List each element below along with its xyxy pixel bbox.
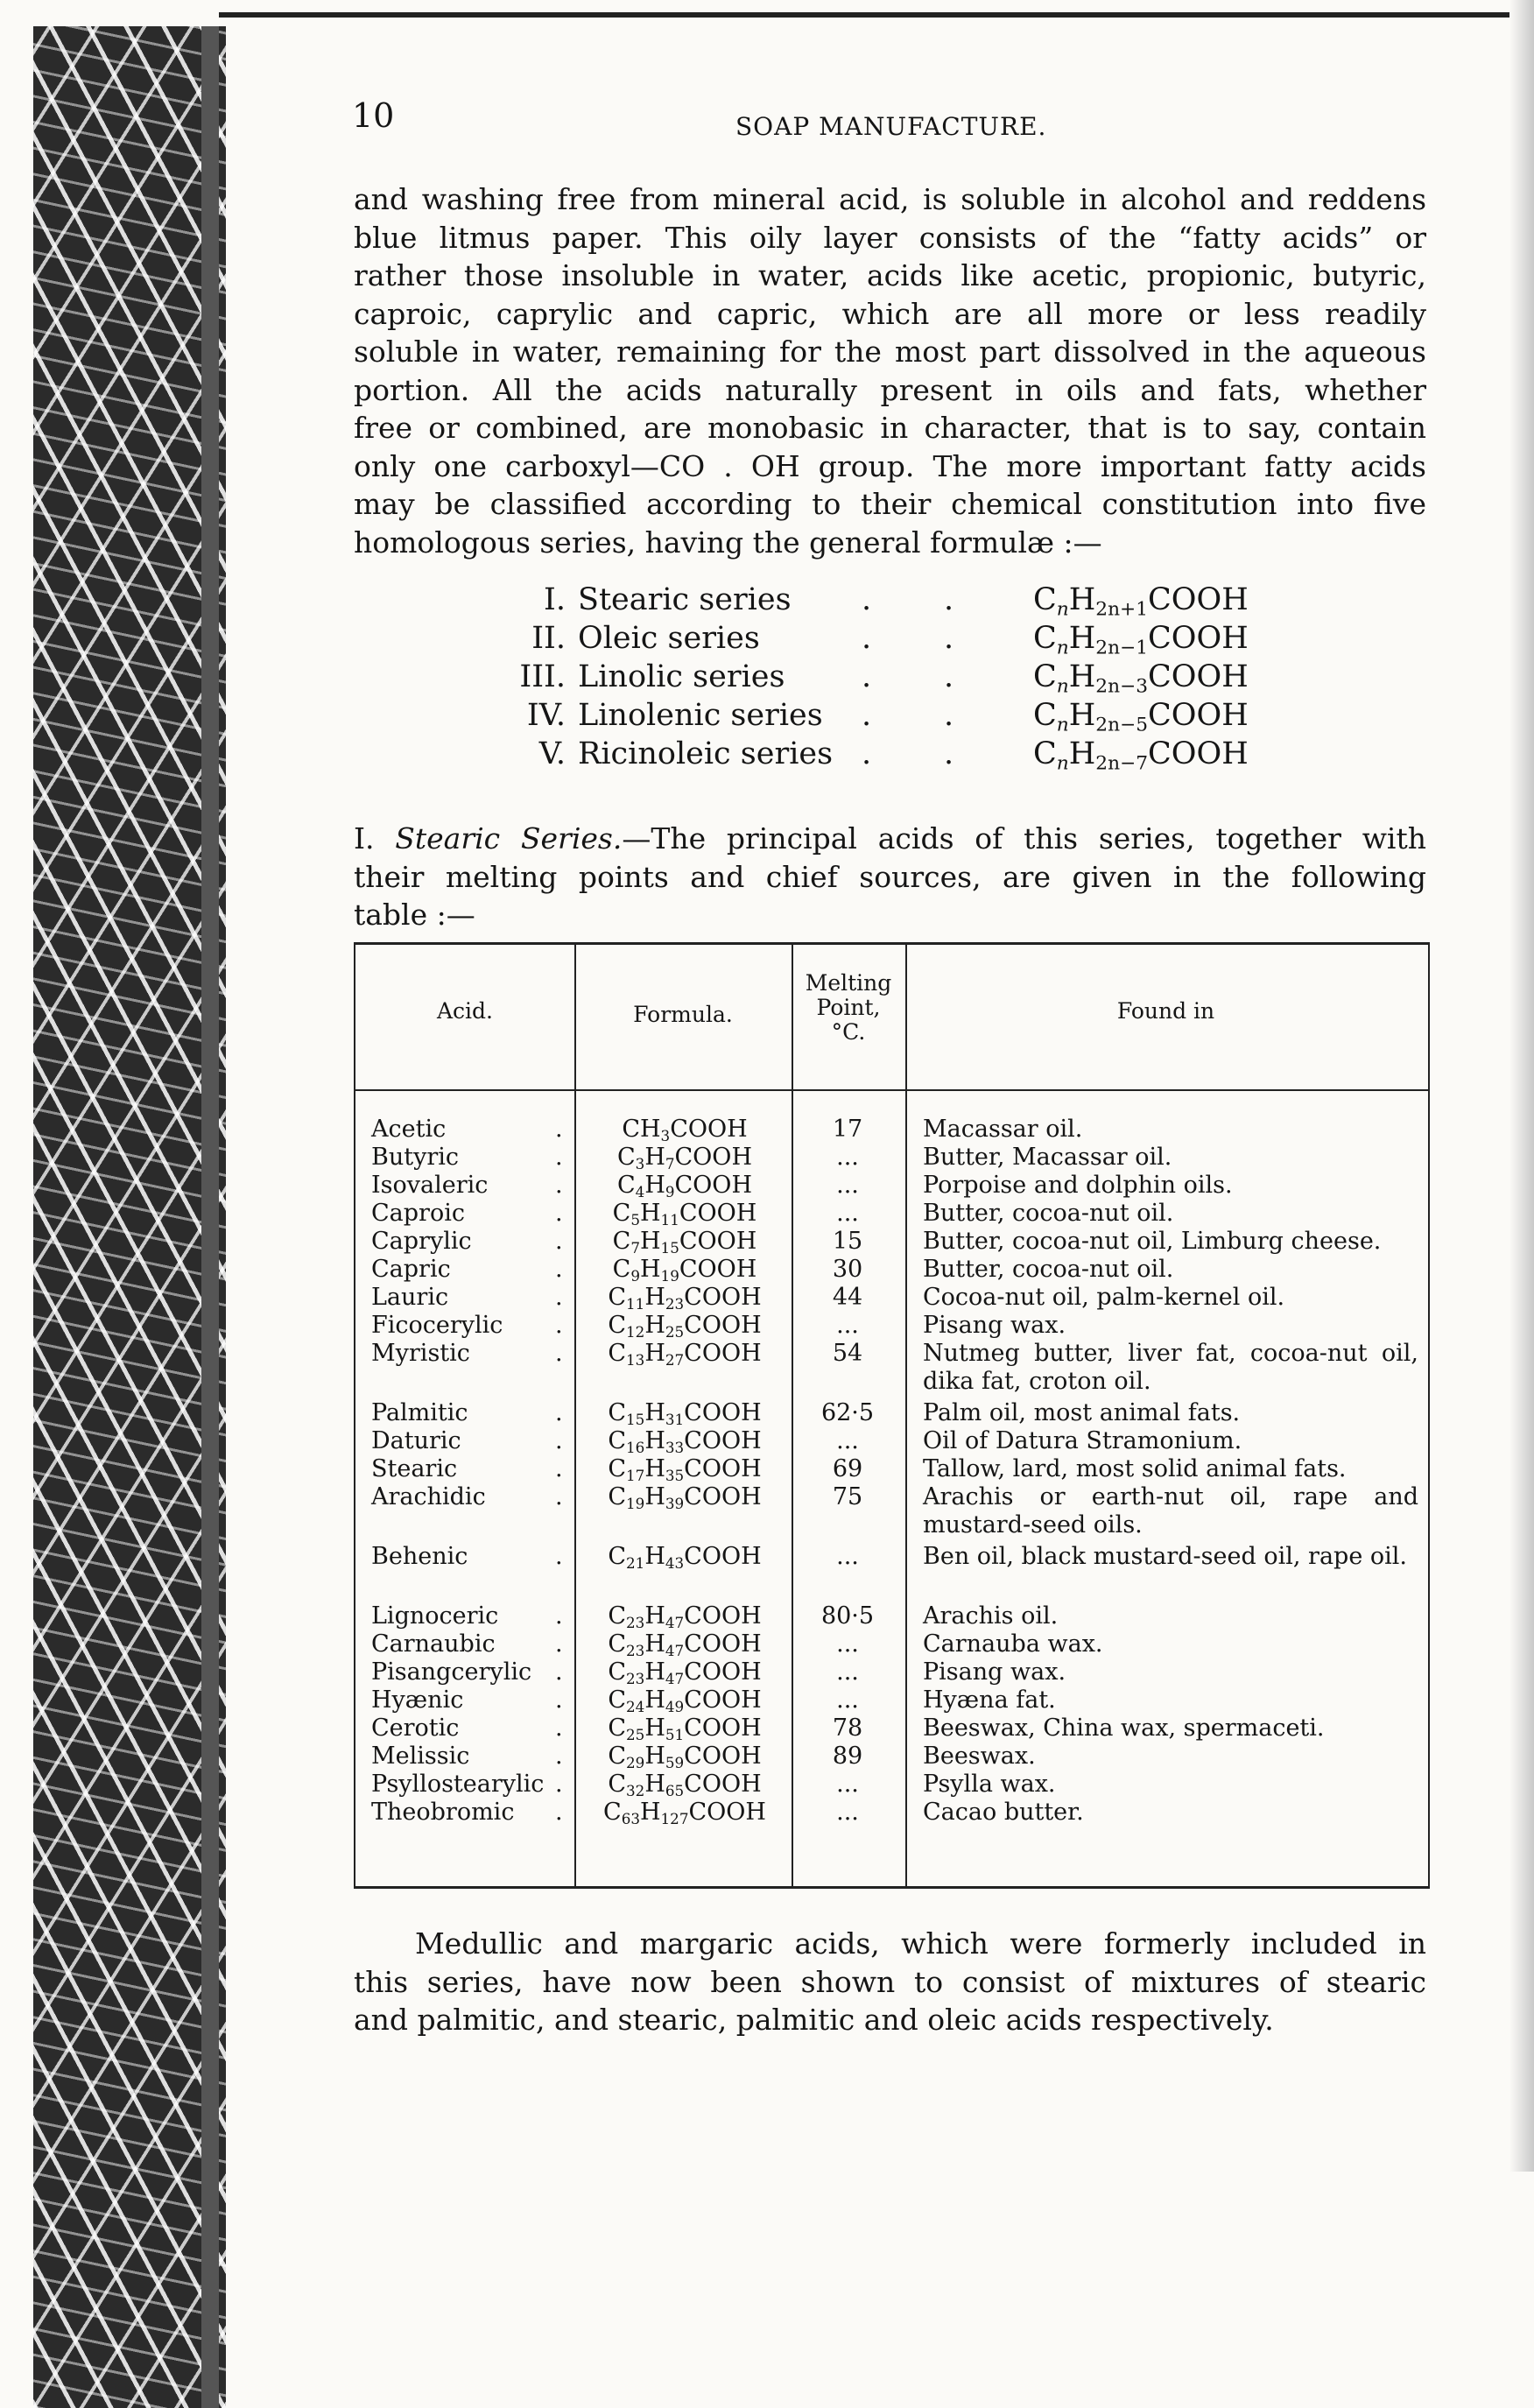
formula: $C_{23}H_{47}COOH$ xyxy=(608,1658,762,1688)
found-in: Nutmeg butter, liver fat, cocoa-nut oil, dika fat, croton oil. xyxy=(923,1340,1418,1395)
formula: $C_{11}H_{23}COOH$ xyxy=(608,1284,762,1313)
leader-dot: . xyxy=(555,1340,563,1367)
melting-point: 54 xyxy=(832,1340,863,1367)
formula-subscript: 2n−3 xyxy=(1095,675,1149,698)
found-in: Butter, Macassar oil. xyxy=(923,1144,1172,1171)
header-rule xyxy=(355,1089,1428,1091)
text-line: blue litmus paper. This oily layer consists of the “fatty acids” or xyxy=(354,220,1426,255)
formula-subscript: 2n−5 xyxy=(1095,714,1149,736)
series-formula: $C_nH_{2n+1}COOH$ xyxy=(1033,582,1249,621)
melting-point: 78 xyxy=(832,1714,863,1742)
melting-point: 75 xyxy=(832,1483,863,1510)
table-row xyxy=(355,1427,1428,1455)
melting-point: ... xyxy=(836,1312,859,1339)
acid-name: Psyllostearylic xyxy=(371,1771,545,1798)
melting-point: ... xyxy=(836,1427,859,1454)
formula: $C_7H_{15}COOH$ xyxy=(612,1228,757,1257)
leader-dot: . xyxy=(862,698,872,733)
series-row xyxy=(490,659,1278,698)
acid-name: Lauric xyxy=(371,1284,449,1311)
formula: $C_4H_9COOH$ xyxy=(616,1172,752,1201)
series-number: II. xyxy=(531,621,566,656)
found-in: Arachis or earth-nut oil, rape and mustard-seed oils. xyxy=(923,1483,1418,1538)
series-name: Oleic series xyxy=(578,621,760,656)
acid-name: Hyænic xyxy=(371,1686,464,1714)
table-row xyxy=(355,1771,1428,1799)
found-in: Macassar oil. xyxy=(923,1116,1083,1143)
acid-name: Arachidic xyxy=(371,1483,486,1510)
melting-point: 17 xyxy=(832,1116,863,1143)
found-in: Arachis oil. xyxy=(923,1602,1059,1630)
leader-dot: . xyxy=(555,1228,563,1255)
leader-dot: . xyxy=(555,1116,563,1143)
series-name: Linolenic series xyxy=(578,698,823,733)
found-in: Hyæna fat. xyxy=(923,1686,1056,1714)
leader-dot: . xyxy=(555,1483,563,1510)
leader-dot: . xyxy=(862,621,872,656)
acid-name: Myristic xyxy=(371,1340,470,1367)
series-row xyxy=(490,621,1278,659)
stearic-acids-table xyxy=(354,942,1430,1889)
text-line: rather those insoluble in water, acids like acetic, propionic, butyric, xyxy=(354,258,1426,292)
series-name: Stearic series xyxy=(578,582,792,617)
series-formula: $C_nH_{2n-1}COOH$ xyxy=(1033,621,1249,659)
leader-dot: . xyxy=(944,582,954,617)
table-row xyxy=(355,1483,1428,1538)
header-melting-point xyxy=(792,971,905,1045)
leader-dot: . xyxy=(555,1714,563,1742)
leader-dot: . xyxy=(555,1686,563,1714)
melting-point: 89 xyxy=(832,1743,863,1770)
found-in: Ben oil, black mustard-seed oil, rape oil. xyxy=(923,1543,1407,1570)
table-row xyxy=(355,1200,1428,1228)
leader-dot: . xyxy=(555,1399,563,1426)
formula: $C_{13}H_{27}COOH$ xyxy=(608,1340,762,1369)
text-line: and palmitic, and stearic, palmitic and oleic acids respectively. xyxy=(354,2003,1274,2037)
header-acid: Acid. xyxy=(436,998,493,1024)
leader-dot: . xyxy=(944,736,954,771)
melting-point: ... xyxy=(836,1771,859,1798)
formula: $C_{19}H_{39}COOH$ xyxy=(608,1483,762,1513)
paragraph-medullic xyxy=(354,1925,1426,2039)
text-line: soluble in water, remaining for the most part dissolved in the aqueous xyxy=(354,334,1426,369)
leader-dot: . xyxy=(555,1144,563,1171)
table-row xyxy=(355,1630,1428,1658)
acid-name: Carnaubic xyxy=(371,1630,496,1658)
table-row xyxy=(355,1399,1428,1427)
table-row xyxy=(355,1340,1428,1395)
text-line xyxy=(354,820,1426,858)
acid-name: Stearic xyxy=(371,1455,458,1482)
table-row xyxy=(355,1743,1428,1771)
binding-edge xyxy=(201,26,219,2408)
found-in: Butter, cocoa-nut oil. xyxy=(923,1256,1174,1283)
found-in: Butter, cocoa-nut oil, Limburg cheese. xyxy=(923,1228,1382,1255)
melting-point: 44 xyxy=(832,1284,863,1311)
leader-dot: . xyxy=(944,698,954,733)
leader-dot: . xyxy=(944,621,954,656)
melting-point: ... xyxy=(836,1799,859,1826)
leader-dot: . xyxy=(862,736,872,771)
acid-name: Caprylic xyxy=(371,1228,472,1255)
table-row xyxy=(355,1172,1428,1200)
melting-point: ... xyxy=(836,1144,859,1171)
formula: $C_{21}H_{43}COOH$ xyxy=(608,1543,762,1573)
text-line: caproic, caprylic and capric, which are all more or less readily xyxy=(354,296,1426,331)
table-row xyxy=(355,1228,1428,1256)
leader-dot: . xyxy=(555,1630,563,1658)
header-line: °C. xyxy=(831,1019,866,1045)
found-in: Oil of Datura Stramonium. xyxy=(923,1427,1242,1454)
series-row xyxy=(490,582,1278,621)
table-row xyxy=(355,1658,1428,1686)
leader-dot: . xyxy=(555,1658,563,1686)
formula-subscript: 2n−1 xyxy=(1095,637,1149,659)
table-row xyxy=(355,1799,1428,1827)
formula: $C_{63}H_{127}COOH$ xyxy=(603,1799,766,1828)
leader-dot: . xyxy=(555,1427,563,1454)
series-number: IV. xyxy=(526,698,566,733)
table-row xyxy=(355,1686,1428,1714)
acid-name: Lignoceric xyxy=(371,1602,499,1630)
found-in: Palm oil, most animal fats. xyxy=(923,1399,1241,1426)
acid-name: Palmitic xyxy=(371,1399,468,1426)
leader-dot: . xyxy=(555,1799,563,1826)
leader-dot: . xyxy=(555,1771,563,1798)
melting-point: 15 xyxy=(832,1228,863,1255)
melting-point: 69 xyxy=(832,1455,863,1482)
text-segment: —The principal acids of this series, together with xyxy=(622,821,1427,855)
melting-point: ... xyxy=(836,1200,859,1227)
series-number: I. xyxy=(544,582,566,617)
leader-dot: . xyxy=(555,1543,563,1570)
paragraph-intro xyxy=(354,180,1426,561)
formula: $C_5H_{11}COOH$ xyxy=(612,1200,757,1229)
text-line: only one carboxyl—CO . OH group. The more important fatty acids xyxy=(354,448,1426,483)
formula: $C_{25}H_{51}COOH$ xyxy=(608,1714,762,1744)
formula: $C_{32}H_{65}COOH$ xyxy=(608,1771,762,1800)
table-row xyxy=(355,1602,1428,1630)
formula: $C_{15}H_{31}COOH$ xyxy=(608,1399,762,1429)
leader-dot: . xyxy=(555,1256,563,1283)
acid-name: Capric xyxy=(371,1256,451,1283)
table-row xyxy=(355,1455,1428,1483)
header-formula: Formula. xyxy=(633,1002,733,1027)
melting-point: 80·5 xyxy=(820,1602,875,1630)
found-in: Cocoa-nut oil, palm-kernel oil. xyxy=(923,1284,1285,1311)
series-row xyxy=(490,698,1278,736)
leader-dot: . xyxy=(555,1602,563,1630)
leader-dot: . xyxy=(555,1455,563,1482)
text-line: table :— xyxy=(354,898,475,932)
leader-dot: . xyxy=(944,659,954,694)
page-right-shadow xyxy=(1509,0,1534,2172)
formula-subscript: 2n+1 xyxy=(1095,598,1149,621)
series-number: III. xyxy=(519,659,566,694)
leader-dot: . xyxy=(862,582,872,617)
acid-name: Daturic xyxy=(371,1427,461,1454)
text-line: free or combined, are monobasic in character, that is to say, contain xyxy=(354,411,1426,445)
book-binding-pattern xyxy=(33,26,226,2408)
text-line: portion. All the acids naturally present in oils and fats, whether xyxy=(354,372,1426,407)
text-line: homologous series, having the general formulæ :— xyxy=(354,525,1102,560)
leader-dot: . xyxy=(555,1743,563,1770)
text-line: and washing free from mineral acid, is soluble in alcohol and reddens xyxy=(354,182,1426,216)
formula-subscript: 2n−7 xyxy=(1095,752,1149,775)
found-in: Tallow, lard, most solid animal fats. xyxy=(923,1455,1347,1482)
acid-name: Isovaleric xyxy=(371,1172,489,1199)
leader-dot: . xyxy=(862,659,872,694)
acid-name: Pisangcerylic xyxy=(371,1658,532,1686)
table-row xyxy=(355,1256,1428,1284)
page-number: 10 xyxy=(352,96,395,135)
leader-dot: . xyxy=(555,1200,563,1227)
paragraph-stearic-intro xyxy=(354,820,1426,934)
text-line: may be classified according to their chemical constitution into five xyxy=(354,487,1426,521)
table-row xyxy=(355,1284,1428,1312)
leader-dot: . xyxy=(555,1284,563,1311)
acid-name: Butyric xyxy=(371,1144,459,1171)
table-row xyxy=(355,1144,1428,1172)
melting-point: ... xyxy=(836,1658,859,1686)
melting-point: ... xyxy=(836,1686,859,1714)
header-found-in: Found in xyxy=(1116,998,1215,1024)
formula: $C_{24}H_{49}COOH$ xyxy=(608,1686,762,1716)
formula: $C_{23}H_{47}COOH$ xyxy=(608,1630,762,1660)
header-line: Melting xyxy=(805,970,892,996)
leader-dot: . xyxy=(555,1172,563,1199)
text-line: Medullic and margaric acids, which were formerly included in xyxy=(415,1926,1426,1961)
found-in: Carnauba wax. xyxy=(923,1630,1103,1658)
found-in: Beeswax, China wax, spermaceti. xyxy=(923,1714,1325,1742)
series-heading: Stearic Series. xyxy=(395,821,623,855)
found-in: Pisang wax. xyxy=(923,1312,1066,1339)
table-row xyxy=(355,1714,1428,1743)
table-row xyxy=(355,1116,1428,1144)
series-formula: $C_nH_{2n-7}COOH$ xyxy=(1033,736,1249,775)
found-in: Beeswax. xyxy=(923,1743,1036,1770)
melting-point: ... xyxy=(836,1172,859,1199)
text-line: their melting points and chief sources, are given in the following xyxy=(354,859,1426,894)
formula: $C_9H_{19}COOH$ xyxy=(612,1256,757,1285)
series-lead: I. xyxy=(354,821,396,855)
header-line: Point, xyxy=(816,995,881,1020)
page-top-edge xyxy=(219,12,1515,18)
found-in: Porpoise and dolphin oils. xyxy=(923,1172,1233,1199)
table-row xyxy=(355,1312,1428,1340)
acid-name: Behenic xyxy=(371,1543,468,1570)
series-number: V. xyxy=(538,736,566,771)
formula: $C_{12}H_{25}COOH$ xyxy=(608,1312,762,1341)
text-line: this series, have now been shown to consist of mixtures of stearic xyxy=(354,1964,1426,1999)
series-formula: $C_nH_{2n-3}COOH$ xyxy=(1033,659,1249,698)
melting-point: 62·5 xyxy=(820,1399,875,1426)
series-formula: $C_nH_{2n-5}COOH$ xyxy=(1033,698,1249,736)
series-name: Ricinoleic series xyxy=(578,736,834,771)
series-row xyxy=(490,736,1278,775)
formula: $C_{23}H_{47}COOH$ xyxy=(608,1602,762,1632)
formula: $C_{16}H_{33}COOH$ xyxy=(608,1427,762,1457)
acid-name: Caproic xyxy=(371,1200,465,1227)
series-name: Linolic series xyxy=(578,659,785,694)
leader-dot: . xyxy=(555,1312,563,1339)
melting-point: ... xyxy=(836,1630,859,1658)
running-head: SOAP MANUFACTURE. xyxy=(735,112,1047,141)
formula: $C_{29}H_{59}COOH$ xyxy=(608,1743,762,1772)
table-row xyxy=(355,1543,1428,1571)
melting-point: ... xyxy=(836,1543,859,1570)
acid-name: Cerotic xyxy=(371,1714,460,1742)
acid-name: Theobromic xyxy=(371,1799,515,1826)
found-in: Cacao butter. xyxy=(923,1799,1084,1826)
found-in: Butter, cocoa-nut oil. xyxy=(923,1200,1174,1227)
formula: $CH_3COOH$ xyxy=(622,1116,748,1145)
acid-name: Ficocerylic xyxy=(371,1312,503,1339)
found-in: Psylla wax. xyxy=(923,1771,1056,1798)
found-in: Pisang wax. xyxy=(923,1658,1066,1686)
formula: $C_{17}H_{35}COOH$ xyxy=(608,1455,762,1485)
acid-name: Acetic xyxy=(371,1116,447,1143)
formula: $C_3H_7COOH$ xyxy=(616,1144,752,1173)
acid-name: Melissic xyxy=(371,1743,470,1770)
melting-point: 30 xyxy=(832,1256,863,1283)
